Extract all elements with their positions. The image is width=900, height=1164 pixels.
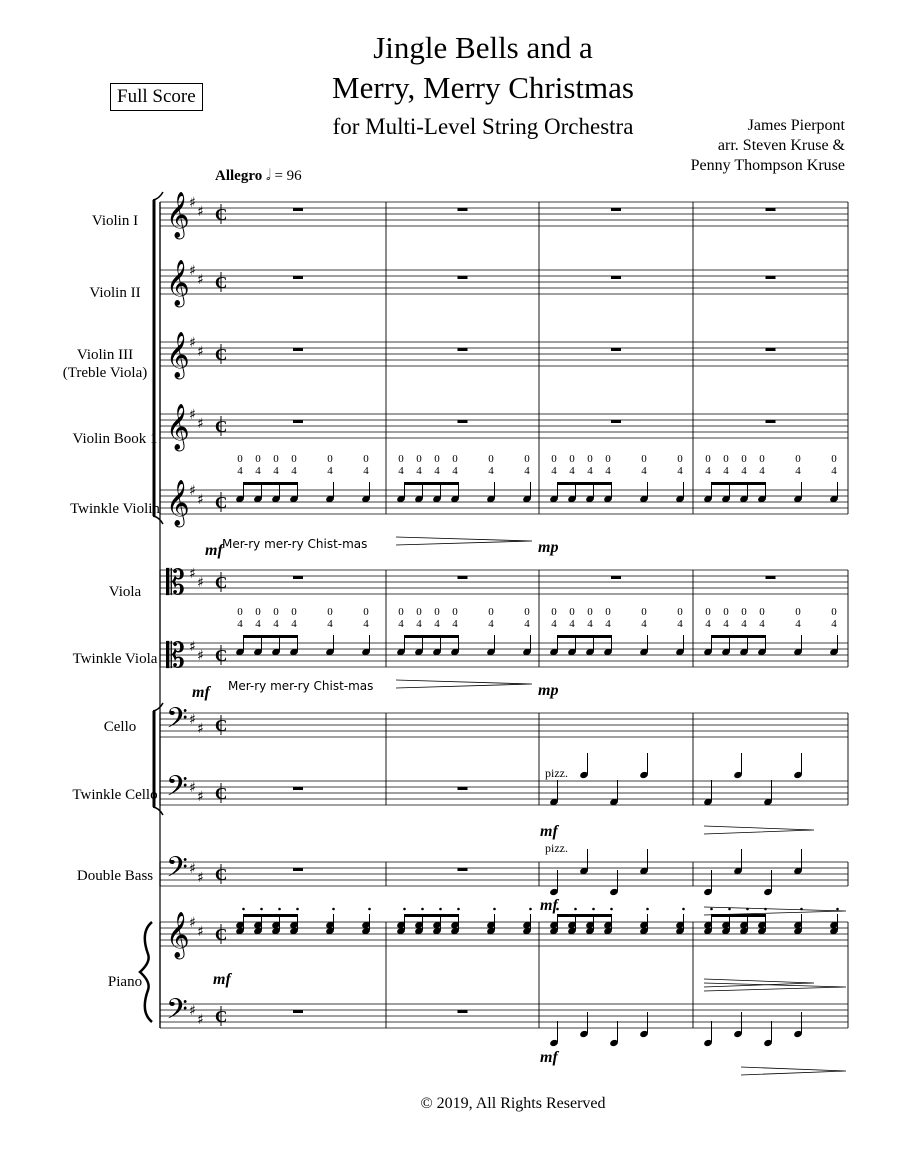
dynamic-mf: mf: [540, 897, 558, 914]
whole-rest: [458, 420, 468, 423]
fingering-open: 0: [795, 606, 801, 618]
fingering-open: 0: [416, 453, 422, 465]
composer: James Pierpont: [747, 117, 845, 134]
whole-rest: [766, 576, 776, 579]
label-double-bass: Double Bass: [76, 868, 154, 884]
fingering-number: 4: [741, 465, 747, 477]
whole-rest: [458, 208, 468, 211]
fingering-number: 4: [831, 618, 837, 630]
staccato-dot: [421, 908, 424, 911]
whole-rest: [458, 787, 468, 790]
fingering-open: 0: [363, 453, 369, 465]
dynamic-mf: mf: [192, 684, 210, 701]
fingering-open: 0: [434, 453, 440, 465]
fingering-number: 4: [524, 618, 530, 630]
fingering-open: 0: [641, 606, 647, 618]
fingering-open: 0: [705, 606, 711, 618]
sharp-icon: ♯: [197, 870, 204, 886]
time-signature: C: [215, 865, 228, 884]
sharp-icon: ♯: [197, 575, 204, 591]
treble-clef-icon: 𝄞: [166, 260, 190, 306]
label-violin-book-1: Violin Book 1: [72, 431, 158, 447]
time-signature: C: [215, 573, 228, 592]
diminuendo-hairpin: [396, 537, 532, 545]
sharp-icon: ♯: [189, 861, 196, 877]
time-signature: C: [215, 273, 228, 292]
staccato-dot: [457, 908, 460, 911]
fingering-number: 4: [255, 465, 261, 477]
sharp-icon: ♯: [189, 712, 196, 728]
fingering-number: 4: [759, 618, 765, 630]
whole-rest: [293, 1010, 303, 1013]
whole-rest: [293, 576, 303, 579]
fingering-number: 4: [398, 618, 404, 630]
fingering-number: 4: [587, 618, 593, 630]
pizz-marking: pizz.: [545, 766, 568, 780]
alto-clef-icon: 𝄡: [166, 563, 185, 603]
staccato-dot: [332, 908, 335, 911]
whole-rest: [293, 208, 303, 211]
treble-clef-icon: 𝄞: [166, 404, 190, 450]
staccato-dot: [368, 908, 371, 911]
fingering-open: 0: [363, 606, 369, 618]
fingering-open: 0: [587, 606, 593, 618]
fingering-open: 0: [641, 453, 647, 465]
fingering-number: 4: [291, 465, 297, 477]
time-signature: C: [215, 417, 228, 436]
fingering-open: 0: [452, 606, 458, 618]
fingering-open: 0: [605, 606, 611, 618]
label-twinkle-cello: Twinkle Cello: [72, 787, 158, 803]
fingering-open: 0: [291, 606, 297, 618]
fingering-number: 4: [237, 465, 243, 477]
tempo-word: Allegro: [215, 168, 263, 184]
sharp-icon: ♯: [189, 483, 196, 499]
beam: [558, 482, 612, 485]
beam: [405, 635, 459, 638]
fingering-open: 0: [398, 606, 404, 618]
whole-rest: [611, 208, 621, 211]
whole-rest: [766, 348, 776, 351]
fingering-number: 4: [291, 618, 297, 630]
fingering-number: 4: [705, 465, 711, 477]
fingering-number: 4: [255, 618, 261, 630]
sharp-icon: ♯: [189, 1003, 196, 1019]
fingering-open: 0: [488, 453, 494, 465]
beam: [712, 635, 766, 638]
fingering-open: 0: [831, 453, 837, 465]
dynamic-mp: mp: [538, 539, 559, 556]
bass-clef-icon: 𝄢: [166, 702, 188, 742]
treble-clef-icon: 𝄞: [166, 332, 190, 378]
fingering-number: 4: [641, 465, 647, 477]
time-signature: C: [215, 493, 228, 512]
fingering-open: 0: [795, 453, 801, 465]
fingering-number: 4: [587, 465, 593, 477]
whole-rest: [293, 868, 303, 871]
pizz-marking: pizz.: [545, 841, 568, 855]
staccato-dot: [836, 908, 839, 911]
fingering-number: 4: [641, 618, 647, 630]
fingering-number: 4: [831, 465, 837, 477]
fingering-number: 4: [741, 618, 747, 630]
beam: [558, 635, 612, 638]
whole-rest: [458, 276, 468, 279]
bass-clef-icon: 𝄢: [166, 851, 188, 891]
fingering-open: 0: [605, 453, 611, 465]
time-signature: C: [215, 205, 228, 224]
time-signature: C: [215, 784, 228, 803]
whole-rest: [458, 348, 468, 351]
treble-clef-icon: 𝄞: [166, 912, 190, 958]
bracket-hook: [153, 516, 163, 524]
whole-rest: [611, 348, 621, 351]
fingering-number: 4: [488, 465, 494, 477]
whole-rest: [766, 420, 776, 423]
fingering-number: 4: [327, 618, 333, 630]
whole-rest: [458, 576, 468, 579]
staccato-dot: [682, 908, 685, 911]
whole-rest: [293, 787, 303, 790]
label-twinkle-violin: Twinkle Violin: [70, 501, 160, 517]
dynamic-mp: mp: [538, 682, 559, 699]
fingering-open: 0: [723, 606, 729, 618]
fingering-open: 0: [551, 453, 557, 465]
fingering-open: 0: [416, 606, 422, 618]
fingering-open: 0: [273, 606, 279, 618]
beam: [405, 482, 459, 485]
staccato-dot: [296, 908, 299, 911]
fingering-number: 4: [605, 465, 611, 477]
fingering-number: 4: [605, 618, 611, 630]
fingering-number: 4: [795, 618, 801, 630]
sharp-icon: ♯: [189, 566, 196, 582]
time-signature: C: [215, 716, 228, 735]
fingering-open: 0: [255, 606, 261, 618]
piano-brace: [140, 922, 152, 1022]
title-line-1: Jingle Bells and a: [373, 30, 593, 65]
bracket-hook: [153, 807, 163, 815]
fingering-open: 0: [327, 453, 333, 465]
tempo-value: = 96: [274, 168, 302, 184]
sharp-icon: ♯: [197, 648, 204, 664]
sharp-icon: ♯: [189, 195, 196, 211]
fingering-number: 4: [551, 465, 557, 477]
fingering-number: 4: [677, 465, 683, 477]
staccato-dot: [278, 908, 281, 911]
full-score-label: Full Score: [110, 83, 203, 111]
sharp-icon: ♯: [189, 335, 196, 351]
fingering-number: 4: [569, 618, 575, 630]
fingering-open: 0: [273, 453, 279, 465]
dynamic-mf: mf: [213, 971, 231, 988]
dynamic-mf: mf: [540, 823, 558, 840]
whole-rest: [293, 348, 303, 351]
sharp-icon: ♯: [197, 344, 204, 360]
whole-rest: [766, 208, 776, 211]
staccato-dot: [493, 908, 496, 911]
sharp-icon: ♯: [197, 272, 204, 288]
time-signature: C: [215, 925, 228, 944]
fingering-open: 0: [587, 453, 593, 465]
fingering-number: 4: [416, 465, 422, 477]
fingering-number: 4: [795, 465, 801, 477]
sharp-icon: ♯: [189, 263, 196, 279]
staccato-dot: [710, 908, 713, 911]
diminuendo-hairpin: [741, 1067, 846, 1075]
staccato-dot: [592, 908, 595, 911]
fingering-number: 4: [723, 618, 729, 630]
label-violin-2: Violin II: [89, 285, 141, 301]
staccato-dot: [574, 908, 577, 911]
time-signature: C: [215, 646, 228, 665]
sharp-icon: ♯: [197, 204, 204, 220]
fingering-number: 4: [237, 618, 243, 630]
fingering-open: 0: [237, 453, 243, 465]
fingering-number: 4: [273, 618, 279, 630]
fingering-open: 0: [759, 453, 765, 465]
bracket-hook: [153, 192, 163, 200]
sharp-icon: ♯: [189, 639, 196, 655]
sharp-icon: ♯: [189, 407, 196, 423]
fingering-open: 0: [741, 606, 747, 618]
fingering-open: 0: [705, 453, 711, 465]
whole-rest: [611, 576, 621, 579]
fingering-number: 4: [524, 465, 530, 477]
subtitle: for Multi-Level String Orchestra: [332, 114, 634, 139]
fingering-open: 0: [452, 453, 458, 465]
sharp-icon: ♯: [189, 780, 196, 796]
fingering-open: 0: [551, 606, 557, 618]
whole-rest: [293, 276, 303, 279]
fingering-open: 0: [569, 453, 575, 465]
fingering-number: 4: [677, 618, 683, 630]
label-violin-3: Violin III (Treble Viola): [62, 347, 148, 381]
lyric-line: Mer-ry mer-ry Chist-mas: [222, 537, 368, 551]
dynamic-mf: mf: [205, 542, 223, 559]
whole-rest: [458, 868, 468, 871]
label-piano: Piano: [107, 974, 143, 990]
fingering-number: 4: [363, 618, 369, 630]
fingering-number: 4: [434, 618, 440, 630]
time-signature: C: [215, 345, 228, 364]
bass-clef-icon: 𝄢: [166, 993, 188, 1033]
staccato-dot: [439, 908, 442, 911]
fingering-number: 4: [488, 618, 494, 630]
fingering-number: 4: [363, 465, 369, 477]
fingering-open: 0: [255, 453, 261, 465]
half-note-icon: 𝅗𝅥: [265, 168, 271, 184]
fingering-open: 0: [677, 453, 683, 465]
sharp-icon: ♯: [197, 1012, 204, 1028]
sharp-icon: ♯: [197, 924, 204, 940]
fingering-open: 0: [741, 453, 747, 465]
arranger-line-2: Penny Thompson Kruse: [690, 157, 845, 174]
fingering-open: 0: [677, 606, 683, 618]
dynamic-mf: mf: [540, 1049, 558, 1066]
sharp-icon: ♯: [197, 492, 204, 508]
staccato-dot: [646, 908, 649, 911]
fingering-number: 4: [551, 618, 557, 630]
bracket-hook: [153, 703, 163, 711]
fingering-number: 4: [398, 465, 404, 477]
title-line-2: Merry, Merry Christmas: [332, 70, 634, 105]
arranger-line-1: arr. Steven Kruse &: [717, 137, 845, 154]
fingering-open: 0: [524, 453, 530, 465]
sharp-icon: ♯: [189, 915, 196, 931]
fingering-number: 4: [416, 618, 422, 630]
fingering-open: 0: [831, 606, 837, 618]
beam: [558, 914, 612, 917]
fingering-open: 0: [291, 453, 297, 465]
time-signature: C: [215, 1007, 228, 1026]
fingering-open: 0: [723, 453, 729, 465]
fingering-number: 4: [327, 465, 333, 477]
fingering-open: 0: [488, 606, 494, 618]
fingering-open: 0: [434, 606, 440, 618]
alto-clef-icon: 𝄡: [166, 636, 185, 676]
diminuendo-hairpin: [704, 907, 846, 915]
beam: [244, 482, 298, 485]
fingering-number: 4: [723, 465, 729, 477]
fingering-number: 4: [452, 465, 458, 477]
whole-rest: [611, 276, 621, 279]
staccato-dot: [242, 908, 245, 911]
fingering-open: 0: [524, 606, 530, 618]
diminuendo-hairpin: [704, 826, 814, 834]
beam: [244, 635, 298, 638]
beam: [405, 914, 459, 917]
fingering-number: 4: [273, 465, 279, 477]
beam: [712, 482, 766, 485]
label-viola: Viola: [108, 584, 142, 600]
bass-clef-icon: 𝄢: [166, 770, 188, 810]
sharp-icon: ♯: [197, 721, 204, 737]
treble-clef-icon: 𝄞: [166, 192, 190, 238]
fingering-number: 4: [569, 465, 575, 477]
whole-rest: [293, 420, 303, 423]
whole-rest: [611, 420, 621, 423]
label-twinkle-viola: Twinkle Viola: [72, 651, 158, 667]
beam: [244, 914, 298, 917]
label-violin-1: Violin I: [91, 213, 139, 229]
lyric-line: Mer-ry mer-ry Chist-mas: [228, 679, 374, 693]
treble-clef-icon: 𝄞: [166, 480, 190, 526]
sharp-icon: ♯: [197, 416, 204, 432]
sharp-icon: ♯: [197, 789, 204, 805]
fingering-number: 4: [434, 465, 440, 477]
fingering-number: 4: [452, 618, 458, 630]
label-cello: Cello: [103, 719, 137, 735]
whole-rest: [458, 1010, 468, 1013]
fingering-open: 0: [569, 606, 575, 618]
fingering-open: 0: [327, 606, 333, 618]
fingering-open: 0: [237, 606, 243, 618]
whole-rest: [766, 276, 776, 279]
staccato-dot: [610, 908, 613, 911]
staccato-dot: [529, 908, 532, 911]
copyright: © 2019, All Rights Reserved: [420, 1095, 606, 1112]
staccato-dot: [260, 908, 263, 911]
fingering-open: 0: [398, 453, 404, 465]
fingering-number: 4: [759, 465, 765, 477]
diminuendo-hairpin: [396, 680, 532, 688]
fingering-open: 0: [759, 606, 765, 618]
fingering-number: 4: [705, 618, 711, 630]
staccato-dot: [403, 908, 406, 911]
